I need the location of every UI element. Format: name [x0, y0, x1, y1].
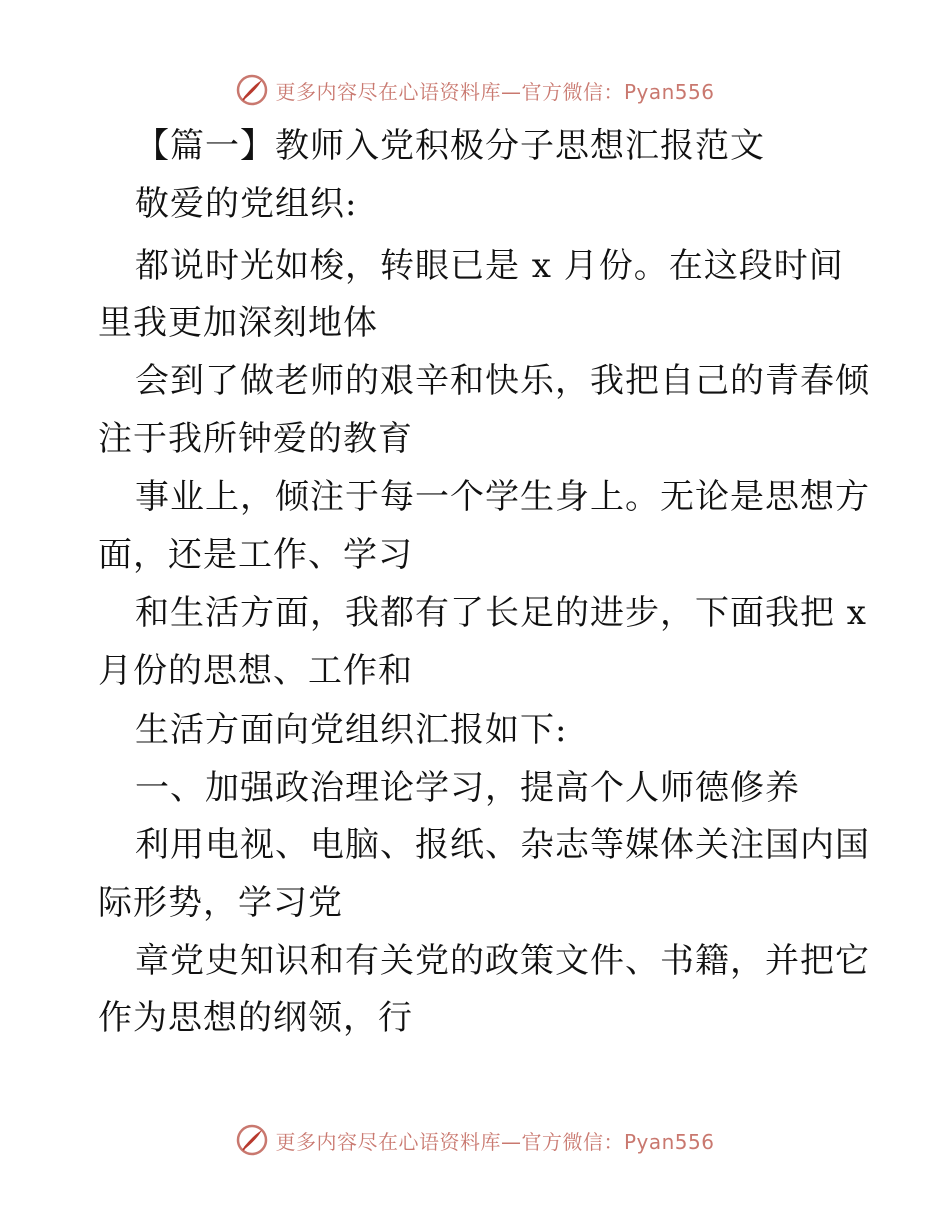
watermark-text: 更多内容尽在心语资料库—官方微信：Pyan556 — [275, 79, 715, 104]
quill-logo-icon — [235, 73, 269, 107]
paragraph-line: 章党史知识和有关党的政策文件、书籍，并把它 — [135, 941, 870, 981]
header-watermark — [0, 70, 950, 110]
paragraph-line: 际形势，学习党 — [98, 883, 343, 923]
paragraph-line: 利用电视、电脑、报纸、杂志等媒体关注国内国 — [135, 825, 870, 865]
paragraph-line: 都说时光如梭，转眼已是 x 月份。在这段时间 — [135, 246, 844, 286]
paragraph-line: 生活方面向党组织汇报如下: — [135, 710, 568, 750]
salutation: 敬爱的党组织: — [135, 184, 358, 224]
paragraph-line: 事业上，倾注于每一个学生身上。无论是思想方 — [135, 477, 870, 517]
paragraph-line: 里我更加深刻地体 — [98, 303, 378, 343]
paragraph-line: 面，还是工作、学习 — [98, 535, 413, 575]
quill-logo-icon — [235, 1123, 269, 1157]
watermark-text: 更多内容尽在心语资料库—官方微信：Pyan556 — [275, 1129, 715, 1154]
paragraph-line: 月份的思想、工作和 — [98, 651, 413, 691]
paragraph-line: 和生活方面，我都有了长足的进步，下面我把 x — [135, 593, 867, 633]
footer-watermark — [0, 1120, 950, 1160]
document-title: 【篇一】教师入党积极分子思想汇报范文 — [135, 126, 765, 166]
paragraph-line: 会到了做老师的艰辛和快乐，我把自己的青春倾 — [135, 361, 870, 401]
paragraph-line: 注于我所钟爱的教育 — [98, 419, 413, 459]
section-heading: 一、加强政治理论学习，提高个人师德修养 — [135, 768, 800, 808]
paragraph-line: 作为思想的纲领，行 — [98, 998, 413, 1038]
